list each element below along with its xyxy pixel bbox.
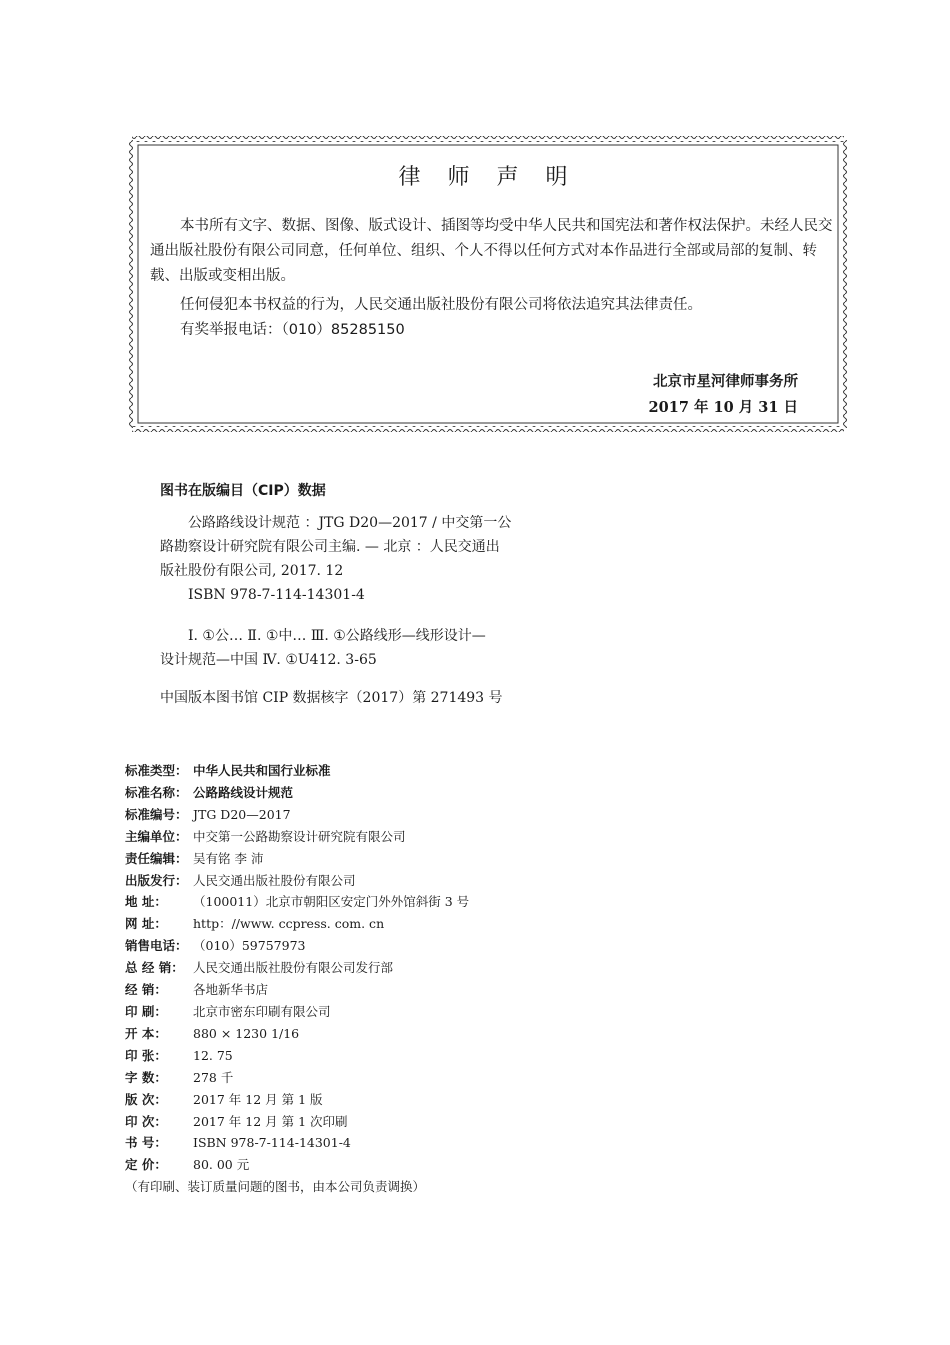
pub-info-label: 印 刷： bbox=[125, 1003, 167, 1019]
pub-info-row bbox=[125, 826, 645, 848]
pub-info-label: 开 本： bbox=[125, 1025, 167, 1041]
lawyer-statement-box bbox=[128, 134, 848, 434]
cip-note bbox=[160, 686, 580, 710]
pub-info-row bbox=[125, 1111, 645, 1133]
pub-info-value: 80. 00 元 bbox=[193, 1157, 250, 1173]
pub-info-label: 地 址： bbox=[125, 894, 167, 910]
cip-classification bbox=[160, 624, 580, 672]
pub-info-row bbox=[125, 891, 645, 913]
pub-info-row bbox=[125, 1023, 645, 1045]
legal-paragraph-report-phone: 有奖举报电话：（010）85285150 bbox=[180, 322, 405, 338]
pub-info-row bbox=[125, 782, 645, 804]
pub-info-value: 2017 年 12 月 第 1 次印刷 bbox=[193, 1113, 348, 1129]
cip-class-line: Ⅰ. ①公… Ⅱ. ①中… Ⅲ. ①公路线形—线形设计— bbox=[188, 628, 486, 644]
pub-info-label: 经 销： bbox=[125, 982, 167, 998]
pub-info-row bbox=[125, 1067, 645, 1089]
pub-info-value: （100011）北京市朝阳区安定门外外馆斜街 3 号 bbox=[193, 894, 470, 910]
pub-info-row bbox=[125, 1045, 645, 1067]
cip-verification-number: 中国版本图书馆 CIP 数据核字（2017）第 271493 号 bbox=[160, 690, 503, 706]
pub-info-value: 中华人民共和国行业标准 bbox=[193, 763, 331, 778]
pub-info-label: 标准类型： bbox=[125, 763, 188, 778]
pub-info-value: （010）59757973 bbox=[193, 938, 306, 954]
pub-info-label: 定 价： bbox=[125, 1157, 167, 1173]
pub-info-label: 印 张： bbox=[125, 1047, 167, 1063]
publication-info bbox=[125, 760, 645, 1198]
pub-info-row bbox=[125, 870, 645, 892]
pub-info-label: 网 址： bbox=[125, 916, 167, 932]
legal-paragraph-infringement: 任何侵犯本书权益的行为，人民交通出版社股份有限公司将依法追究其法律责任。 bbox=[180, 297, 702, 313]
pub-info-label: 标准编号： bbox=[125, 806, 188, 822]
cip-main-entry bbox=[160, 511, 580, 607]
pub-info-row bbox=[125, 1001, 645, 1023]
pub-info-value: 278 千 bbox=[193, 1069, 234, 1085]
statement-date: 2017 年 10 月 31 日 bbox=[648, 399, 798, 416]
law-firm-name: 北京市星河律师事务所 bbox=[653, 374, 798, 390]
pub-info-value: 人民交通出版社股份有限公司 bbox=[193, 872, 356, 888]
pub-info-value: ISBN 978-7-114-14301-4 bbox=[193, 1135, 351, 1151]
pub-info-label: 销售电话： bbox=[125, 938, 188, 954]
pub-info-row bbox=[125, 957, 645, 979]
cip-line: 版社股份有限公司, 2017. 12 bbox=[160, 563, 344, 579]
pub-info-row bbox=[125, 935, 645, 957]
pub-info-label: 印 次： bbox=[125, 1113, 167, 1129]
legal-title: 律 师 声 明 bbox=[398, 165, 578, 190]
pub-info-label: 版 次： bbox=[125, 1091, 167, 1107]
pub-info-row bbox=[125, 804, 645, 826]
cip-heading: 图书在版编目（CIP）数据 bbox=[160, 483, 326, 499]
pub-info-row bbox=[125, 913, 645, 935]
pub-info-value: JTG D20—2017 bbox=[193, 806, 291, 822]
pub-info-value: 880 × 1230 1/16 bbox=[193, 1025, 300, 1041]
quality-footnote: （有印刷、装订质量问题的图书，由本公司负责调换） bbox=[125, 1179, 426, 1195]
pub-info-row bbox=[125, 848, 645, 870]
pub-info-value: 北京市密东印刷有限公司 bbox=[193, 1003, 331, 1019]
pub-info-value: 12. 75 bbox=[193, 1047, 233, 1063]
pub-info-label: 字 数： bbox=[125, 1069, 167, 1085]
legal-paragraph-copyright: 本书所有文字、数据、图像、版式设计、插图等均受中华人民共和国宪法和著作权法保护。未经人民交通出版社股份有限公司同意，任何单位、组织、个人不得以任何方式对本作品进行全部或局部的复制、转载、出版或变相出版。 bbox=[150, 218, 833, 284]
pub-info-label: 书 号： bbox=[125, 1135, 167, 1151]
pub-info-value: 公路路线设计规范 bbox=[193, 784, 294, 800]
pub-info-label: 标准名称： bbox=[125, 784, 188, 800]
pub-info-row bbox=[125, 1154, 645, 1176]
pub-info-value: http：//www. ccpress. com. cn bbox=[193, 916, 385, 932]
pub-info-value: 吴有铭 李 沛 bbox=[193, 850, 264, 866]
pub-info-label: 责任编辑： bbox=[125, 850, 188, 866]
cip-line: 公路路线设计规范 ：JTG D20—2017 / 中交第一公 bbox=[188, 515, 512, 531]
pub-info-row bbox=[125, 760, 645, 782]
pub-info-row bbox=[125, 979, 645, 1001]
pub-info-row bbox=[125, 1132, 645, 1154]
pub-info-value: 2017 年 12 月 第 1 版 bbox=[193, 1091, 323, 1107]
pub-info-value: 人民交通出版社股份有限公司发行部 bbox=[193, 960, 394, 976]
pub-info-label: 主编单位： bbox=[125, 828, 188, 844]
cip-isbn: ISBN 978-7-114-14301-4 bbox=[188, 587, 365, 603]
pub-info-label: 总 经 销： bbox=[125, 960, 184, 976]
pub-info-value: 各地新华书店 bbox=[193, 982, 269, 998]
pub-info-label: 出版发行： bbox=[125, 872, 188, 888]
cip-class-line: 设计规范—中国 Ⅳ. ①U412. 3-65 bbox=[160, 652, 377, 668]
pub-info-row bbox=[125, 1089, 645, 1111]
pub-info-value: 中交第一公路勘察设计研究院有限公司 bbox=[193, 828, 406, 844]
cip-line: 路勘察设计研究院有限公司主编. — 北京 ：人民交通出 bbox=[160, 539, 500, 555]
